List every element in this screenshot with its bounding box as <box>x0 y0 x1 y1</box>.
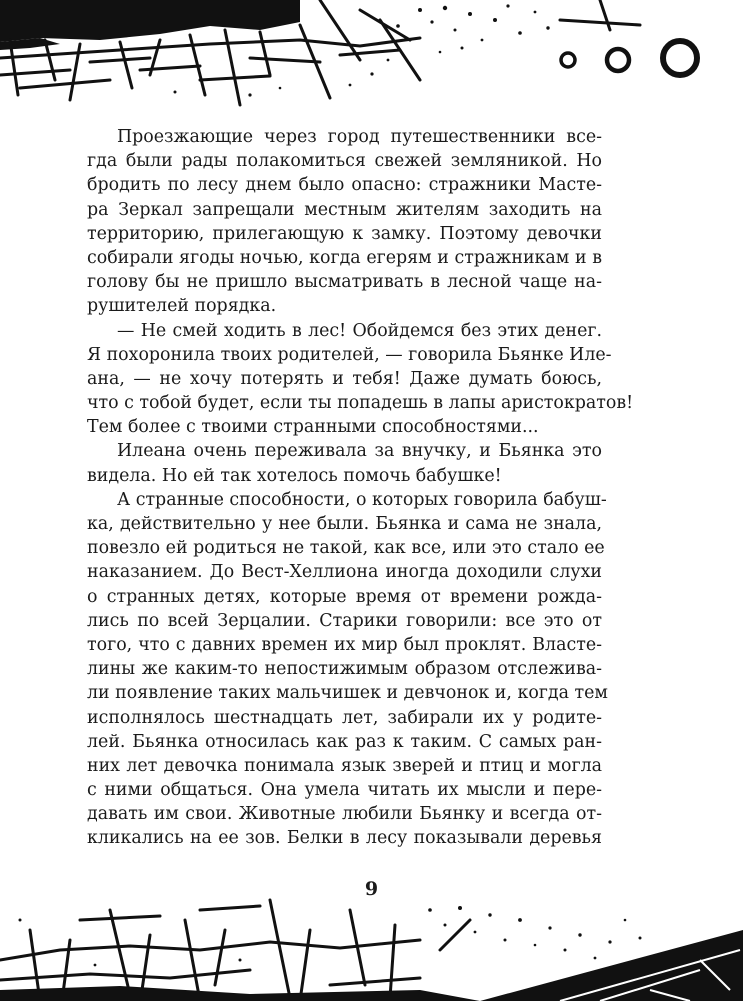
text-line: ана, — не хочу потерять и тебя! Даже думать боюсь, <box>87 368 602 389</box>
text-line: Я похоронила твоих родителей, — говорила Бьянке Иле- <box>87 344 612 365</box>
page-number: 9 <box>364 878 379 900</box>
text-line: А странные способности, о которых говорила бабуш- <box>117 489 607 510</box>
text-line: ра Зеркал запрещали местным жителям заходить на <box>87 199 602 220</box>
top-decorative-border <box>0 0 743 110</box>
text-line: — Не смей ходить в лес! Обойдемся без этих денег. <box>117 320 602 341</box>
text-line: что с тобой будет, если ты попадешь в лапы аристократов! <box>87 393 634 414</box>
text-line: кликались на ее зов. Белки в лесу показывали деревья <box>87 828 602 849</box>
text-line: лины же каким-то непостижимым образом отслежива- <box>87 659 602 680</box>
text-line: них лет девочка понимала язык зверей и птиц и могла <box>87 755 602 776</box>
text-line: гда были рады полакомиться свежей земляникой. Но <box>87 151 602 172</box>
text-line: Проезжающие через город путешественники все- <box>117 127 602 147</box>
text-line: лей. Бьянка относилась как раз к таким. С самых ран- <box>87 731 602 752</box>
text-line: того, что с давних времен их мир был проклят. Власте- <box>87 634 602 655</box>
text-line: исполнялось шестнадцать лет, забирали их у родите- <box>87 707 602 728</box>
text-line: собирали ягоды ночью, когда егерям и стражникам и в <box>87 247 602 268</box>
text-line: о странных детях, которые время от времени рожда- <box>87 586 602 607</box>
text-line: Тем более с твоими странными способностями... <box>87 417 539 438</box>
body-text <box>87 125 634 851</box>
text-line: территорию, прилегающую к замку. Поэтому девочки <box>87 223 602 244</box>
text-line: наказанием. До Вест-Хеллиона иногда доходили слухи <box>87 562 602 583</box>
text-line: бродить по лесу днем было опасно: стражники Масте- <box>87 175 602 196</box>
text-line: повезло ей родиться не такой, как все, или это стало ее <box>87 538 605 559</box>
text-line: давать им свои. Животные любили Бьянку и всегда от- <box>87 804 602 825</box>
bottom-decorative-border <box>0 890 743 1001</box>
text-line: рушителей порядка. <box>87 296 277 317</box>
text-line: ка, действительно у нее были. Бьянка и сама не знала, <box>87 514 602 534</box>
text-line: ли появление таких мальчишек и девчонок и, когда тем <box>87 683 608 704</box>
text-line: видела. Но ей так хотелось помочь бабушке! <box>87 465 502 486</box>
text-line: с ними общаться. Она умела читать их мысли и пере- <box>87 780 602 801</box>
text-line: голову бы не пришло высматривать в лесной чаще на- <box>87 272 602 293</box>
text-line: Илеана очень переживала за внучку, и Бьянка это <box>117 441 602 462</box>
text-line: лись по всей Зерцалии. Старики говорили: все это от <box>87 610 602 631</box>
